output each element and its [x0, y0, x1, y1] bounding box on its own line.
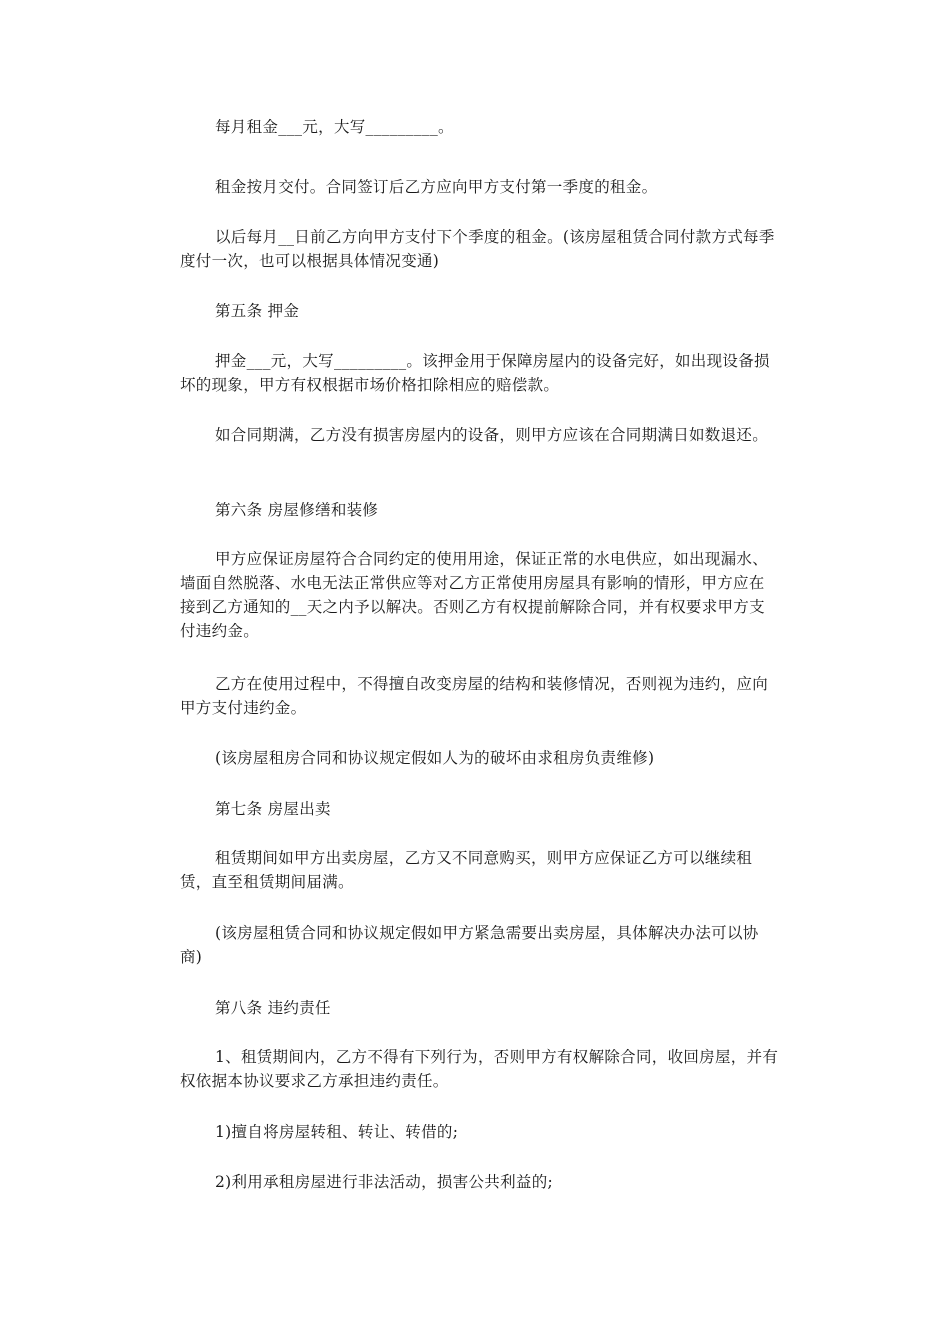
paragraph-repair-note: (该房屋租房合同和协议规定假如人为的破坏由求租房负责维修)	[215, 749, 655, 767]
list-item-2: 2)利用承租房屋进行非法活动，损害公共利益的;	[215, 1173, 554, 1191]
paragraph-deposit: 押金___元，大写_________。该押金用于保障房屋内的设备完好，如出现设备损坏的现象，甲方有权根据市场价格扣除相应的赔偿款。	[180, 352, 770, 394]
paragraph-house-sale: 租赁期间如甲方出卖房屋，乙方又不同意购买，则甲方应保证乙方可以继续租赁，直至租赁期间届满。	[180, 849, 753, 891]
paragraph-rent-payment: 租金按月交付。合同签订后乙方应向甲方支付第一季度的租金。	[215, 178, 658, 196]
section-heading-6: 第六条 房屋修缮和装修	[215, 501, 379, 519]
paragraph-tenant-usage: 乙方在使用过程中，不得擅自改变房屋的结构和装修情况，否则视为违约，应向甲方支付违约金。	[180, 675, 769, 717]
section-heading-5: 第五条 押金	[215, 302, 300, 320]
paragraph-deposit-refund: 如合同期满，乙方没有损害房屋内的设备，则甲方应该在合同期满日如数退还。	[215, 426, 769, 444]
list-item-1: 1)擅自将房屋转租、转让、转借的;	[215, 1123, 459, 1141]
paragraph-sale-note: (该房屋租赁合同和协议规定假如甲方紧急需要出卖房屋，具体解决办法可以协商)	[180, 924, 759, 966]
section-heading-8: 第八条 违约责任	[215, 999, 331, 1017]
section-heading-7: 第七条 房屋出卖	[215, 800, 331, 818]
paragraph-breach-1: 1、租赁期间内，乙方不得有下列行为，否则甲方有权解除合同，收回房屋，并有权依据本协议要求乙方承担违约责任。	[180, 1048, 779, 1090]
paragraph-landlord-repair: 甲方应保证房屋符合合同约定的使用用途，保证正常的水电供应，如出现漏水、墙面自然脱落、水电无法正常供应等对乙方正常使用房屋具有影响的情形，甲方应在接到乙方通知的__天之内予以解决。否则乙方有权提前解除合同，并有权要求甲方支付违约金。	[180, 550, 769, 640]
paragraph-quarterly-payment: 以后每月__日前乙方向甲方支付下个季度的租金。(该房屋租赁合同付款方式每季度付一次，也可以根据具体情况变通)	[180, 228, 775, 270]
paragraph-monthly-rent: 每月租金___元，大写_________。	[215, 118, 454, 136]
